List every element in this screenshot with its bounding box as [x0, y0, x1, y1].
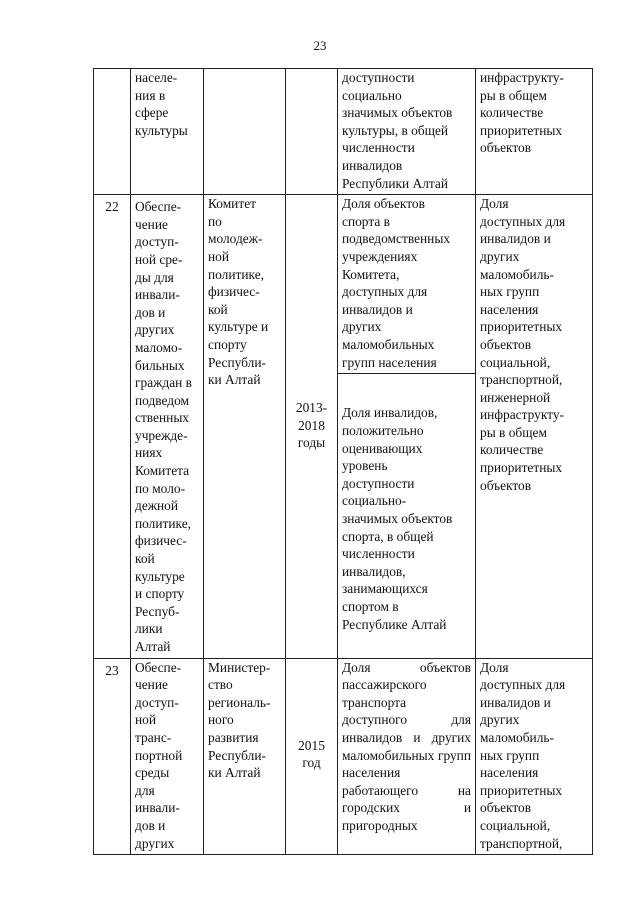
executor-cell	[204, 69, 286, 195]
indicator-cell: Доля объектов пассажирского транспорта доступного для инвалидов и других маломобильных групп населения работающего на городских и пригородных	[338, 658, 476, 855]
table-row	[94, 658, 593, 855]
event-cell: населе- ния в сфере культуры	[131, 69, 204, 195]
page-number: 23	[313, 38, 327, 53]
table-row	[94, 195, 593, 374]
period-cell	[286, 69, 338, 195]
row-number	[94, 69, 131, 195]
period-cell: 2015 год	[286, 658, 338, 855]
indicator-cell: доступности социально значимых объектов культуры, в общей численности инвалидов Республики Алтай	[338, 69, 476, 195]
executor-cell: Комитет по молодеж- ной политике, физичес- кой культуре и спорту Республи- ки Алтай	[204, 195, 286, 658]
event-cell: Обеспе- чение доступ- ной сре- ды для инвали- дов и других маломо- бильных граждан в подведом ственных учрежде- ниях Комитета по моло- дежной политике, физичес- кой культуре и спорту Респуб- лики Алтай	[131, 195, 204, 658]
indicator-cell: Доля объектов спорта в подведомственных учреждениях Комитета, доступных для инвалидов и других маломобильных групп населения	[338, 195, 476, 374]
table-row	[94, 69, 593, 195]
measures-table	[93, 68, 593, 855]
period-cell: 2013- 2018 годы	[286, 195, 338, 658]
target-cell: инфраструкту- ры в общем количестве приоритетных объектов	[476, 69, 593, 195]
indicator-cell: Доля инвалидов, положительно оценивающих уровень доступности социально- значимых объектов спорта, в общей численности инвалидов, занимающихся спортом в Республике Алтай	[338, 374, 476, 658]
row-number: 23	[94, 658, 131, 855]
event-cell: Обеспе- чение доступ- ной транс- портной среды для инвали- дов и других	[131, 658, 204, 855]
target-cell: Доля доступных для инвалидов и других маломобиль- ных групп населения приоритетных объектов социальной, транспортной, инженерной инфраструкту- ры в общем количестве приоритетных объектов	[476, 195, 593, 658]
executor-cell: Министер- ство региональ- ного развития Республи- ки Алтай	[204, 658, 286, 855]
target-cell: Доля доступных для инвалидов и других маломобиль- ных групп населения приоритетных объектов социальной, транспортной,	[476, 658, 593, 855]
row-number: 22	[94, 195, 131, 658]
